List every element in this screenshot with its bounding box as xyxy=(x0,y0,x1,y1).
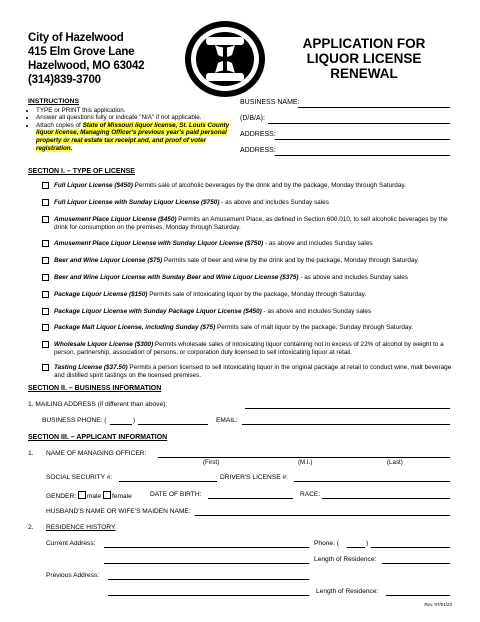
current-address-line-2-field[interactable] xyxy=(104,563,309,564)
revision-date: Rev. 07/01/23 xyxy=(424,602,452,607)
license-option xyxy=(42,364,452,380)
instruction-item xyxy=(36,122,236,152)
business-phone-label: BUSINESS PHONE: ( xyxy=(42,417,107,424)
city-state-zip: Hazelwood, MO 63042 xyxy=(28,60,145,72)
business-name-field[interactable] xyxy=(298,107,450,108)
phone-close-paren: ) xyxy=(366,540,369,547)
form-title xyxy=(290,36,438,81)
city-address-block xyxy=(28,31,144,87)
license-checkbox[interactable] xyxy=(42,257,49,264)
mailing-address-field[interactable] xyxy=(245,408,450,409)
last-name-caption: (Last) xyxy=(387,459,403,466)
license-option xyxy=(42,240,452,248)
length-of-residence-field[interactable] xyxy=(382,563,450,564)
license-option xyxy=(42,291,452,299)
license-desc: - as above and includes Sunday sales xyxy=(219,199,329,206)
license-option xyxy=(42,182,452,190)
address-label: ADDRESS: xyxy=(240,147,276,154)
license-name: Beer and Wine Liquor License with Sunday Beer and Wine Liquor License ($375) xyxy=(54,274,299,281)
drivers-license-label: DRIVER'S LICENSE #: xyxy=(220,474,288,481)
license-desc: - as above and includes Sunday sales xyxy=(263,240,373,247)
highlighted-requirements: State of Missouri liquor license, St. Louis County liquor license, Managing Officer's previous year's paid personal property or real estate tax receipt and, and proof of voter registration. xyxy=(36,121,230,152)
section-2-heading: SECTION II. – BUSINESS INFORMATION xyxy=(28,385,162,392)
middle-initial-caption: (M.I.) xyxy=(298,459,313,466)
email-field[interactable] xyxy=(242,424,450,425)
ssn-field[interactable] xyxy=(119,481,217,482)
dba-label: (D/B/A): xyxy=(240,115,265,122)
gender-label: GENDER: xyxy=(46,493,77,500)
instructions-heading: INSTRUCTIONS xyxy=(28,98,79,105)
question-number: 1. xyxy=(28,450,34,457)
previous-address-line-2-field[interactable] xyxy=(108,595,309,596)
spouse-name-label: HUSBAND'S NAME OR WIFE'S MAIDEN NAME: xyxy=(46,508,191,515)
license-name: Package Liquor License ($150) xyxy=(54,291,148,298)
license-desc: Permits sale of intoxicating liquor by the package, Monday through Saturday. xyxy=(147,291,367,298)
license-checkbox[interactable] xyxy=(42,240,49,247)
license-name: Full Liquor License ($450) xyxy=(54,182,133,189)
current-address-label: Current Address: xyxy=(46,540,96,547)
license-checkbox[interactable] xyxy=(42,291,49,298)
license-option xyxy=(42,324,452,332)
business-phone-field[interactable] xyxy=(138,424,208,425)
instructions-block xyxy=(28,98,236,152)
license-desc: Permits sale of beer and wine by the drink and by the package, Monday through Saturday. xyxy=(162,257,419,264)
title-line-3: RENEWAL xyxy=(330,66,398,81)
dob-field[interactable] xyxy=(208,498,293,499)
residence-history-label: RESIDENCE HISTORY xyxy=(46,524,116,531)
title-line-1: APPLICATION FOR xyxy=(302,36,426,51)
ssn-label: SOCIAL SECURITY #: xyxy=(46,474,113,481)
female-checkbox[interactable] xyxy=(103,491,111,499)
license-desc: Permits an Amusement Place, as defined in Section 600.010, to sell alcoholic beverages by the drink for consumption on the premises, Monday through Saturday. xyxy=(54,216,448,231)
email-label: EMAIL: xyxy=(216,417,238,424)
gender-row xyxy=(46,491,132,500)
address-field-1[interactable] xyxy=(275,139,450,140)
section-1-heading: SECTION I. – TYPE OF LICENSE xyxy=(28,168,135,175)
license-checkbox[interactable] xyxy=(42,341,49,348)
license-name: Amusement Place Liquor License with Sunday Liquor License ($750) xyxy=(54,240,264,247)
managing-officer-label: NAME OF MANAGING OFFICER: xyxy=(46,450,147,457)
length-of-residence-label: Length of Residence: xyxy=(314,556,377,563)
license-name: Tasting License ($37.50) xyxy=(54,364,128,371)
drivers-license-field[interactable] xyxy=(294,481,450,482)
male-label: male xyxy=(86,493,102,500)
race-label: RACE: xyxy=(300,491,321,498)
street-address: 415 Elm Grove Lane xyxy=(28,46,135,58)
current-address-field[interactable] xyxy=(104,547,309,548)
license-desc: Permits sale of malt liquor by the package, Sunday through Saturday. xyxy=(215,324,413,331)
license-option xyxy=(42,257,452,265)
address-field-2[interactable] xyxy=(275,155,450,156)
license-checkbox[interactable] xyxy=(42,216,49,223)
city-seal-logo-icon xyxy=(184,20,266,98)
question-number: 2. xyxy=(28,524,34,531)
license-name: Wholesale Liquor License ($300) xyxy=(54,341,154,348)
license-name: Amusement Place Liquor License ($450) xyxy=(54,216,177,223)
previous-address-field[interactable] xyxy=(108,579,309,580)
license-option xyxy=(42,274,452,282)
phone-label: Phone: ( xyxy=(314,540,339,547)
license-option xyxy=(42,308,452,316)
section-3-heading: SECTION III. – APPLICANT INFORMATION xyxy=(28,434,168,441)
male-checkbox[interactable] xyxy=(78,491,86,499)
business-name-label: BUSINESS NAME: xyxy=(240,99,300,106)
dba-field[interactable] xyxy=(268,123,450,124)
license-name: Beer and Wine Liquor License ($75) xyxy=(54,257,163,264)
address-label: ADDRESS: xyxy=(240,131,276,138)
phone-number: (314)839-3700 xyxy=(28,74,101,86)
license-desc: Permits wholesale sales of intoxicating liquor containing not in excess of 22% of alcohol by weight to a person, partnership, association of persons, or corporation duly licensed to sell intoxicating liquor at retail. xyxy=(54,341,444,356)
phone-area-code-field[interactable] xyxy=(347,547,365,548)
phone-field[interactable] xyxy=(371,547,450,548)
license-checkbox[interactable] xyxy=(42,274,49,281)
license-checkbox[interactable] xyxy=(42,324,49,331)
license-desc: - as above and includes Sunday sales xyxy=(261,308,372,315)
license-checkbox[interactable] xyxy=(42,364,49,371)
license-desc: - as above and includes Sunday sales xyxy=(298,274,408,281)
first-name-caption: (First) xyxy=(203,459,220,466)
license-checkbox[interactable] xyxy=(42,199,49,206)
dob-label: DATE OF BIRTH: xyxy=(150,491,202,498)
org-name: City of Hazelwood xyxy=(28,32,124,44)
previous-length-of-residence-field[interactable] xyxy=(386,595,450,596)
license-checkbox[interactable] xyxy=(42,308,49,315)
instruction-item: • TYPE or PRINT this application. xyxy=(36,107,236,115)
instruction-item: • Answer all questions fully or indicate "N/A" if not applicable. xyxy=(36,114,236,122)
title-line-2: LIQUOR LICENSE xyxy=(306,51,422,66)
spouse-name-field[interactable] xyxy=(195,515,450,516)
business-phone-area-code-field[interactable] xyxy=(110,424,132,425)
license-checkbox[interactable] xyxy=(42,182,49,189)
managing-officer-name-field[interactable] xyxy=(158,457,450,458)
female-label: female xyxy=(112,493,132,500)
license-option xyxy=(42,341,452,357)
license-option xyxy=(42,199,452,207)
instruction-text: Attach copies of xyxy=(36,121,83,129)
phone-close-paren: ) xyxy=(133,417,136,424)
license-option xyxy=(42,216,452,232)
license-name: Package Malt Liquor License, including Sunday ($75) xyxy=(54,324,216,331)
race-field[interactable] xyxy=(322,498,450,499)
license-name: Full Liquor License with Sunday Liquor License ($750) xyxy=(54,199,220,206)
length-of-residence-label: Length of Residence: xyxy=(316,588,379,595)
license-desc: Permits sale of alcoholic beverages by the drink and by the package, Monday through Saturday. xyxy=(132,182,406,189)
license-desc: Permits a person licensed to sell intoxicating liquor in the original package at retail to conduct wine, malt beverage and distilled spirit tastings on the licensed premises. xyxy=(54,364,452,379)
mailing-address-label: 1. MAILING ADDRESS (if different than above): xyxy=(28,401,168,408)
previous-address-label: Previous Address: xyxy=(46,572,100,579)
license-name: Package Liquor License with Sunday Package Liquor License ($450) xyxy=(54,308,262,315)
